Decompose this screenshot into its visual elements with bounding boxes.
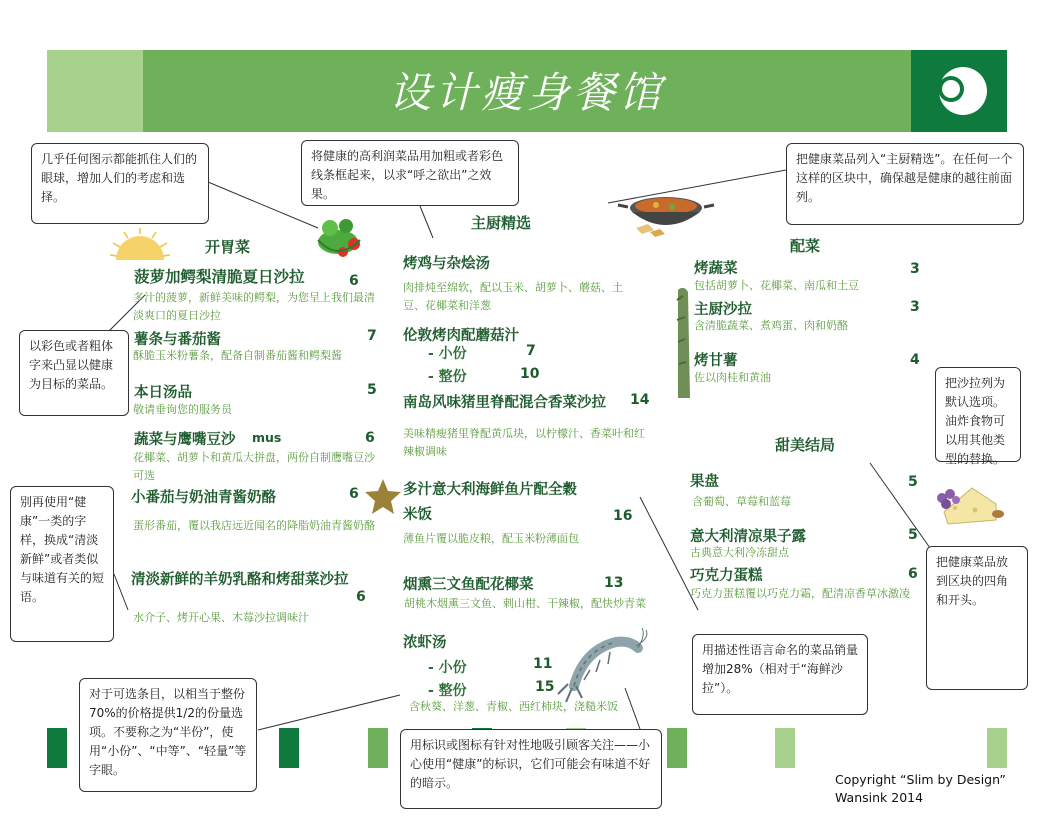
portion-price-small: 11 <box>533 656 553 672</box>
dish-price: 6 <box>365 430 375 446</box>
dish-name: 烟熏三文鱼配花椰菜 <box>403 577 534 593</box>
dish-price: 7 <box>367 328 377 344</box>
dish-price: 6 <box>356 589 366 605</box>
callout-salad-default: 把沙拉列为默认选项。油炸食物可以用其他类型的替换。 <box>935 367 1021 462</box>
dish-name: 多汁意大利海鲜鱼片配全穀 <box>403 482 577 498</box>
dish-price: 14 <box>630 392 650 408</box>
dish-name: 薯条与番茄酱 <box>134 332 221 348</box>
dish-price: 4 <box>910 352 920 368</box>
dish-description: 美味精瘦猪里脊配黄瓜块，以柠檬汁、香菜叶和红辣椒调味 <box>403 427 645 458</box>
dish-name: 蔬菜与鹰嘴豆沙 <box>134 432 236 448</box>
sun-icon <box>110 228 170 260</box>
dish-description: 水介子、烤开心果、木莓沙拉调味汁 <box>133 611 309 624</box>
dish-name: 意大利清凉果子露 <box>690 529 806 545</box>
copyright-line2: Wansink 2014 <box>835 790 924 805</box>
dish-description: 花椰菜、胡萝卜和黄瓜大拼盘，两份自制鹰嘴豆沙可选 <box>133 451 375 482</box>
dish-price: 5 <box>908 527 918 543</box>
asparagus-icon <box>677 288 690 398</box>
dish-name: 菠萝加鳄梨清脆夏日沙拉 <box>134 268 305 286</box>
dish-name: 果盘 <box>690 474 719 490</box>
dish-name: 伦敦烤肉配蘑菇汁 <box>403 328 519 344</box>
dish-name-line2: 米饭 <box>403 507 432 523</box>
dish-name: 巧克力蛋糕 <box>690 568 763 584</box>
dish-price: 16 <box>613 508 633 524</box>
callout-highlight: 将健康的高利润菜品用加粗或者彩色线条框起来，以求“呼之欲出”之效果。 <box>301 140 519 206</box>
shrimp-icon <box>558 628 647 702</box>
section-title-sides: 配菜 <box>790 237 821 255</box>
dish-price: 5 <box>908 474 918 490</box>
dish-description: 敬请垂询您的服务员 <box>133 403 232 416</box>
dish-price: 3 <box>910 261 920 277</box>
salad-bowl-icon <box>318 219 360 257</box>
page-title: 设计瘦身餐馆 <box>388 68 665 117</box>
dish-name: 主厨沙拉 <box>694 302 752 318</box>
dish-price: 6 <box>349 486 359 502</box>
dish-price: 13 <box>604 575 624 591</box>
dish-description: 古典意大利冷冻甜点 <box>690 546 789 559</box>
dish-name-extra: mus <box>252 430 282 445</box>
dish-description: 多汁的菠萝，新鲜美味的鳄梨，为您呈上我们最清淡爽口的夏日沙拉 <box>133 291 375 322</box>
portion-price-full: 15 <box>535 679 555 695</box>
dish-name: 浓虾汤 <box>403 635 447 651</box>
dish-description: 巧克力蛋糕覆以巧克力霜，配清凉香草冰激凌 <box>690 587 910 600</box>
portion-price-small: 7 <box>526 343 536 359</box>
dish-price: 3 <box>910 299 920 315</box>
dish-description: 酥脆玉米粉薯条，配备自制番茄酱和鳄梨酱 <box>133 349 342 362</box>
portion-option-full: - 整份 <box>428 683 467 699</box>
cheese-grapes-icon <box>937 488 1004 524</box>
callout-chef-specials: 把健康菜品列入“主厨精选”。在任何一个这样的区块中，确保越是健康的越往前面列。 <box>786 143 1024 225</box>
portion-option-small: - 小份 <box>428 660 467 676</box>
section-title-desserts: 甜美结局 <box>775 436 836 454</box>
dish-name: 烤鸡与杂烩汤 <box>403 256 490 272</box>
dish-name: 清淡新鲜的羊奶乳酪和烤甜菜沙拉 <box>131 572 349 588</box>
dish-description: 包括胡萝卜、花椰菜、南瓜和土豆 <box>694 279 859 292</box>
dish-price: 6 <box>908 566 918 582</box>
portion-option-small: - 小份 <box>428 346 467 362</box>
portion-option-full: - 整份 <box>428 369 467 385</box>
dish-description: 含清脆蔬菜、煮鸡蛋、肉和奶酪 <box>694 319 848 332</box>
dish-description: 胡桃木烟熏三文鱼、剌山柑、干辣椒，配快炒青菜 <box>404 597 646 610</box>
dish-description: 佐以肉桂和黄油 <box>694 371 771 384</box>
dish-name: 烤甘薯 <box>694 353 738 369</box>
dish-description: 含葡萄、草莓和蓝莓 <box>692 495 791 508</box>
callout-descriptive-names: 用描述性语言命名的菜品销量增加28%（相对于“海鲜沙拉”）。 <box>692 634 868 715</box>
section-title-appetizers: 开胃菜 <box>205 238 251 256</box>
dish-price: 6 <box>349 273 359 289</box>
portion-price-full: 10 <box>520 366 540 382</box>
dish-price: 5 <box>367 382 377 398</box>
dish-description: 薄鱼片覆以脆皮粮，配玉米粉薄面包 <box>403 532 579 545</box>
stew-pot-icon <box>618 197 714 237</box>
callout-corner-placement: 把健康菜品放到区块的四角和开头。 <box>926 546 1028 690</box>
dish-description: 含秋葵、洋葱、青椒、西红柿块，浇糙米饭 <box>409 700 618 713</box>
callout-icons: 几乎任何图示都能抓住人们的眼球，增加人们的考虑和选择。 <box>31 143 209 224</box>
callout-symbols: 用标识或图标有针对性地吸引顾客关注——小心使用“健康”的标识，它们可能会有味道不好的暗示。 <box>400 729 662 809</box>
dish-name: 烤蔬菜 <box>694 261 738 277</box>
copyright <box>835 771 1006 807</box>
dish-name: 本日汤品 <box>134 385 192 401</box>
callout-color-highlight: 以彩色或者粗体字来凸显以健康为目标的菜品。 <box>19 330 129 416</box>
dish-name: 小番茄与奶油青酱奶酪 <box>131 490 276 506</box>
copyright-line1: Copyright “Slim by Design” <box>835 772 1006 787</box>
section-title-chef-specials: 主厨精选 <box>471 214 532 232</box>
dish-description: 蛋形番茄，覆以我店远近闻名的降脂奶油青酱奶酪 <box>133 519 375 532</box>
dish-name: 南岛风味猪里脊配混合香菜沙拉 <box>403 395 606 411</box>
dish-description: 肉排炖至绵软，配以玉米、胡萝卜、蘑菇、土豆、花椰菜和洋葱 <box>403 281 623 312</box>
callout-words: 别再使用“健康”一类的字样，换成“清淡新鲜”或者类似与味道有关的短语。 <box>10 486 114 642</box>
callout-portion-options: 对于可选条目，以相当于整份70%的价格提供1/2的份量选项。不要称之为“半份”，使用“小份”、“中等”、“轻量”等字眼。 <box>79 678 257 792</box>
